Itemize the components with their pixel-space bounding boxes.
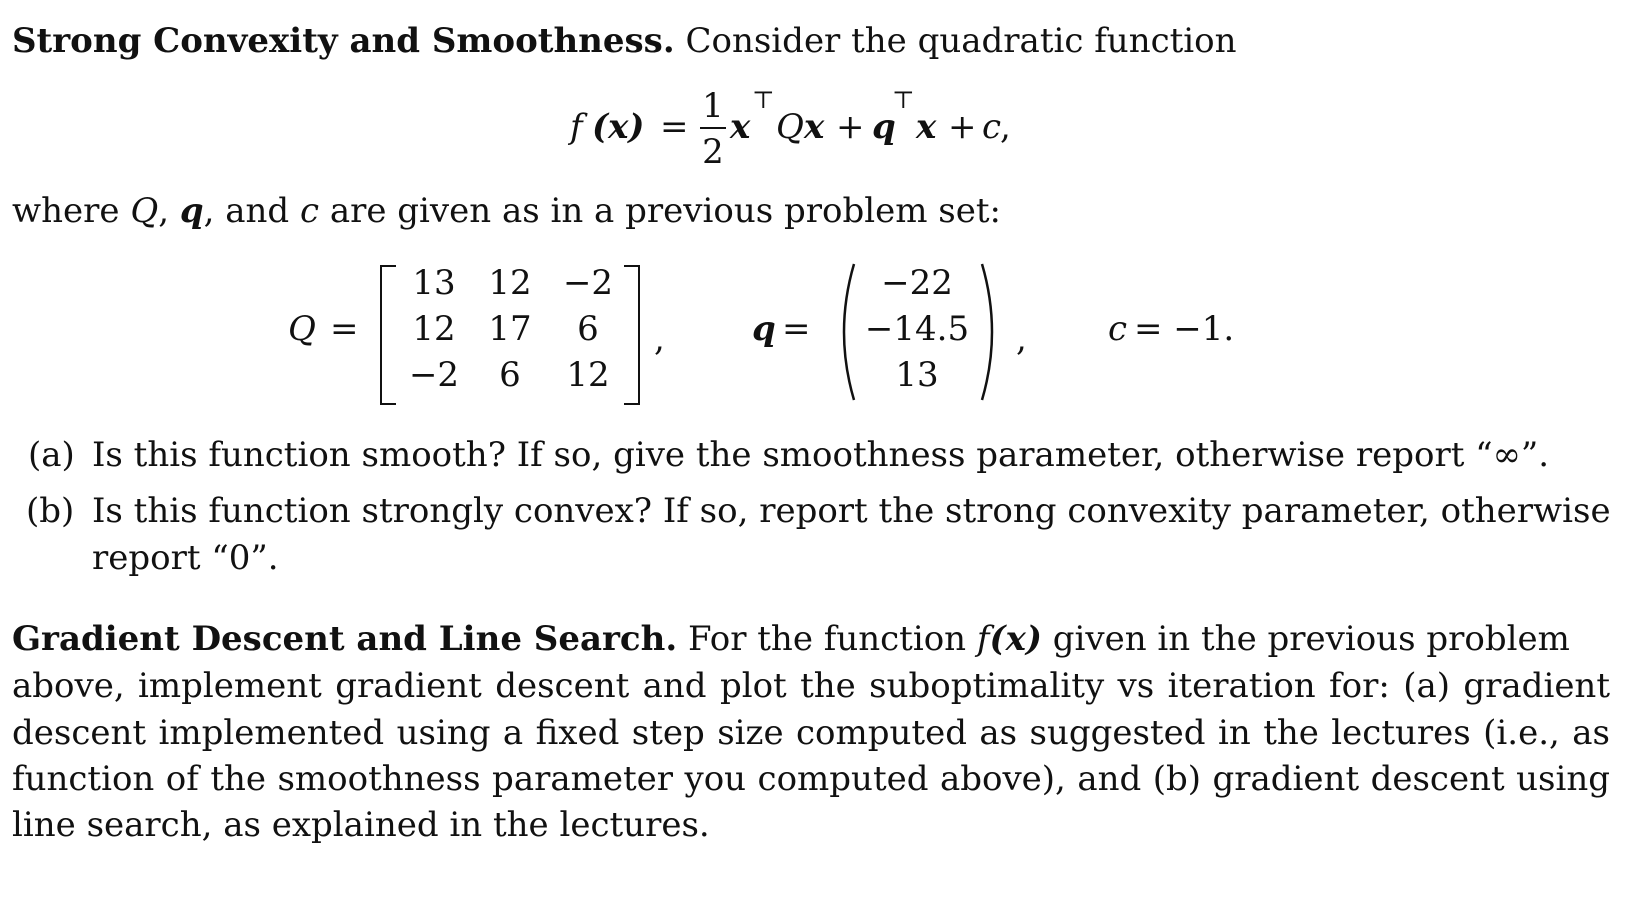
formula-c: c: [982, 107, 1002, 147]
scalar-c-label: c: [1108, 309, 1128, 349]
where-word: where: [12, 191, 120, 231]
where-and: , and: [203, 191, 290, 231]
section2-line2: above, implement gradient descent and plot the suboptimality vs iteration for: (a) gradient: [12, 666, 1610, 706]
section2-title: Gradient Descent and Line Search.: [12, 619, 678, 659]
matrix-Q-equals: =: [330, 309, 359, 349]
matrix-Q-cell: 12: [488, 263, 532, 303]
section2-line4: function of the smoothness parameter you computed above), and (b) gradient descent using: [12, 759, 1610, 799]
vector-q-equals: =: [782, 309, 811, 349]
formula-plus2: +: [948, 107, 977, 147]
formula-arg: (x): [592, 107, 645, 147]
matrix-Q-cell: 6: [499, 355, 521, 395]
section1-intro: Consider the quadratic function: [685, 21, 1237, 61]
vector-q-cell: 13: [895, 355, 939, 395]
where-q: q: [179, 191, 204, 231]
section1-title: Strong Convexity and Smoothness.: [12, 21, 675, 61]
item-b-text-line1: Is this function strongly convex? If so, report the strong convexity parameter, otherwise: [92, 491, 1611, 531]
item-a-label: (a): [28, 435, 75, 475]
formula-transpose2: ⊤: [892, 86, 915, 114]
section2-f: f: [976, 619, 990, 659]
matrix-Q-cell: 6: [577, 309, 599, 349]
formula-equals: =: [660, 107, 689, 147]
item-a-text: Is this function smooth? If so, give the smoothness parameter, otherwise report “∞”.: [92, 435, 1550, 475]
formula-plus1: +: [836, 107, 865, 147]
section2-arg: (x): [989, 619, 1042, 659]
matrix-Q-cell: 12: [566, 355, 610, 395]
section2-line1: [12, 619, 1570, 659]
formula-x2: x: [804, 107, 825, 147]
section2-line5: line search, as explained in the lectures.: [12, 805, 710, 845]
fraction-denominator: 2: [702, 132, 724, 172]
formula-f: f: [570, 107, 583, 147]
vector-q-comma: ,: [1016, 319, 1027, 359]
where-rest: are given as in a previous problem set:: [329, 191, 1001, 231]
fraction-numerator: 1: [702, 86, 724, 126]
where-Q: Q: [130, 191, 159, 231]
matrix-Q-cell: −2: [562, 263, 614, 303]
vector-q-cell: −22: [881, 263, 953, 303]
vector-q-cell: −14.5: [864, 309, 970, 349]
where-line: [12, 191, 1001, 231]
section2-line3: descent implemented using a fixed step size computed as suggested in the lectures (i.e., as: [12, 713, 1610, 753]
scalar-c-value: = −1.: [1134, 309, 1235, 349]
item-b-label: (b): [26, 491, 75, 531]
formula-transpose1: ⊤: [752, 86, 775, 114]
vector-q-left-paren: [832, 262, 858, 402]
section2-l1-a: For the function: [688, 619, 967, 659]
where-c: c: [299, 191, 320, 231]
vector-q-label: q: [752, 309, 776, 349]
matrix-Q-cell: 17: [488, 309, 532, 349]
formula-x1: x: [730, 107, 751, 147]
item-b-text-line2: report “0”.: [92, 538, 279, 578]
vector-q-right-paren: [978, 262, 1004, 402]
matrix-Q-cell: 12: [412, 309, 456, 349]
matrix-Q-label: Q: [288, 309, 316, 349]
formula-q: q: [872, 107, 896, 147]
matrix-Q-comma: ,: [654, 319, 665, 359]
section1-heading-line: [12, 21, 1237, 61]
fraction-bar: [700, 127, 726, 129]
formula-x3: x: [916, 107, 937, 147]
where-sep: ,: [158, 191, 169, 231]
section2-l1-b: given in the previous problem: [1052, 619, 1570, 659]
matrix-Q-cell: −2: [408, 355, 460, 395]
matrix-Q-cell: 13: [412, 263, 456, 303]
formula-comma: ,: [1000, 107, 1011, 147]
formula-Q: Q: [776, 107, 804, 147]
